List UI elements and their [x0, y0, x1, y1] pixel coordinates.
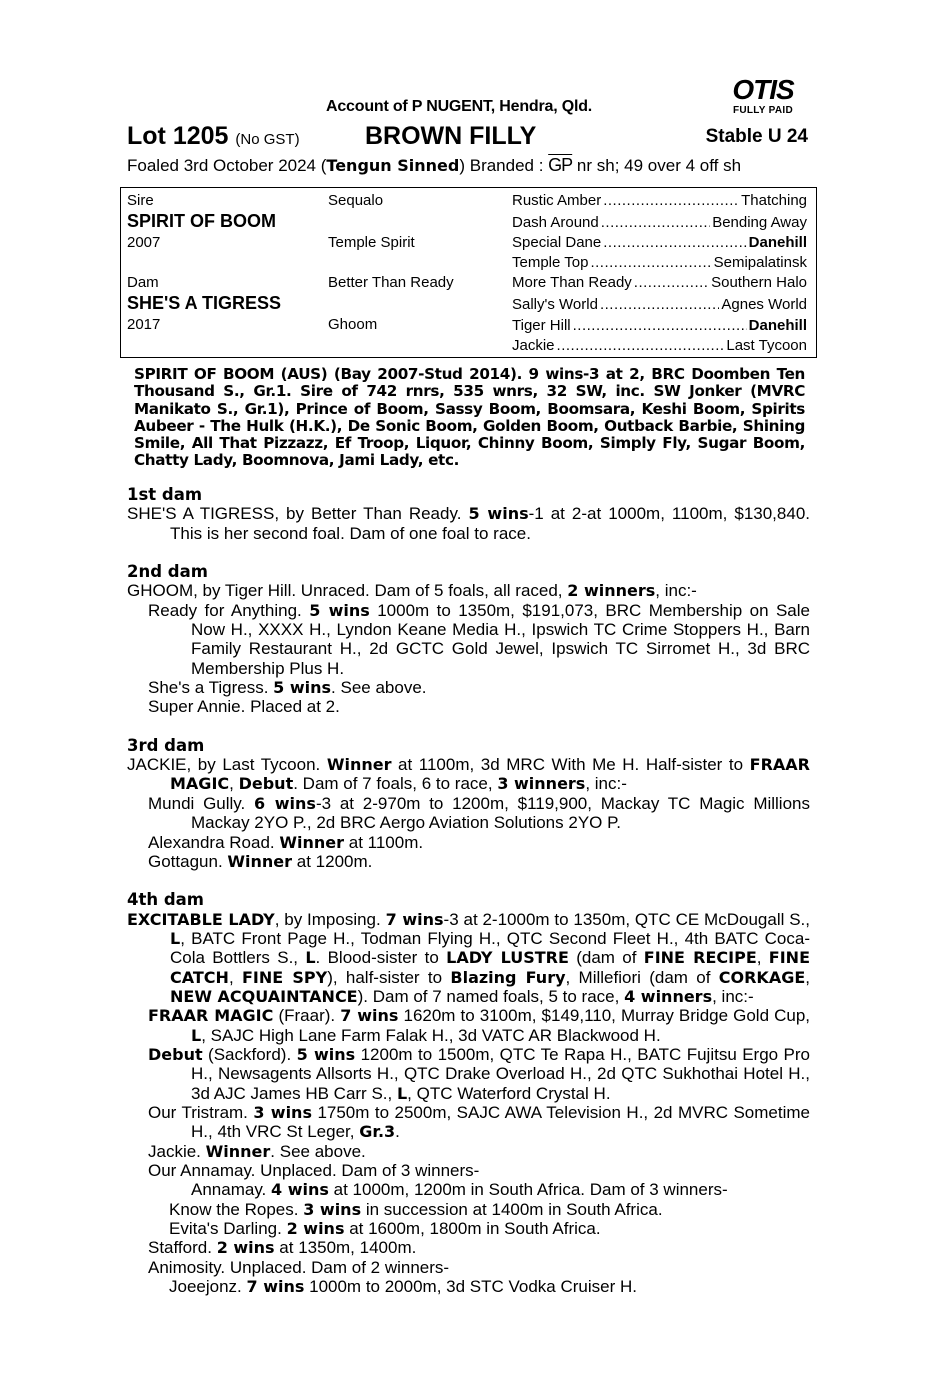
foaled-date: Foaled 3rd October 2024 ( — [127, 156, 327, 175]
otis-logo — [722, 76, 804, 116]
great-grand-progeny-entry: Evita's Darling. 2 wins at 1600m, 1800m in South Africa. — [169, 1219, 601, 1239]
dam-name: SHE'S A TIGRESS — [127, 293, 281, 313]
ancestor-left: Temple Top — [512, 254, 589, 271]
pedigree-row — [512, 317, 807, 334]
logo-mark: OTIS — [732, 74, 794, 105]
progeny-entry: Mundi Gully. 6 wins-3 at 2-970m to 1200m, $119,900, Mackay TC Magic Millions Mackay 2YO P., 2d BRC Aergo Aviation Solutions 2YO P. — [148, 793, 810, 833]
progeny-entry: Debut (Sackford). 5 wins 1200m to 1500m, QTC Te Rapa H., BATC Fujitsu Ergo Pro H., Newsagents Allsorts H., QTC Drake Overload H., 2d QTC Sukhothai Hotel H., 3d AJC James HB Carr S., L, QTC Waterford Crystal H. — [148, 1044, 810, 1103]
fourth-dam-text: EXCITABLE LADY, by Imposing. 7 wins-3 at 2-1000m to 1350m, QTC CE McDougall S., L, BATC Front Page H., Todman Flying H., QTC Second Fleet H., 4th BATC Coca-Cola Bottlers S., L. Blood-sister to LADY LUSTRE (dam of FINE RECIPE, FINE CATCH, FINE SPY), half-sister to Blazing Fury, Millefiori (dam of CORKAGE, NEW ACQUAINTANCE). Dam of 7 named foals, 5 to race, 4 winners, inc:- — [127, 909, 810, 1006]
third-dam-heading: 3rd dam — [127, 735, 205, 755]
pedigree-row — [512, 234, 807, 251]
ancestor-left: Special Dane — [512, 234, 602, 251]
fourth-dam-heading: 4th dam — [127, 890, 204, 910]
foaled-sire: Tengun Sinned — [326, 156, 460, 175]
sire-label: Sire — [127, 192, 154, 209]
sire-year: 2007 — [127, 234, 161, 251]
lot-label: Lot 1205 — [127, 122, 229, 150]
stable-location: Stable U 24 — [705, 126, 808, 147]
third-dam-text: JACKIE, by Last Tycoon. Winner at 1100m, 3d MRC With Me H. Half-sister to FRAAR MAGIC, Debut. Dam of 7 foals, 6 to race, 3 winners, inc:- — [127, 755, 810, 794]
brand-icon: $\overline{GP}$ — [548, 155, 573, 175]
pedigree-row — [512, 254, 807, 271]
lot-line — [127, 122, 808, 152]
dam-label: Dam — [127, 274, 159, 291]
ancestor-right: Danehill — [748, 317, 807, 334]
ancestor-left: Jackie — [512, 337, 555, 354]
progeny-entry: Our Tristram. 3 wins 1750m to 2500m, SAJC AWA Television H., 2d MVRC Sometime H., 4th VRC St Leger, Gr.3. — [148, 1102, 810, 1142]
great-grand-progeny-entry: Know the Ropes. 3 wins in succession at 1400m in South Africa. — [169, 1199, 663, 1219]
sire-dam: Temple Spirit — [328, 234, 415, 251]
horse-description: BROWN FILLY — [365, 122, 537, 150]
logo-subtitle: FULLY PAID — [732, 105, 794, 116]
ancestor-right: Last Tycoon — [726, 337, 807, 354]
grand-progeny-entry: Animosity. Unplaced. Dam of 2 winners- — [148, 1257, 450, 1277]
progeny-entry: Jackie. Winner. See above. — [148, 1141, 366, 1161]
progeny-entry: Our Annamay. Unplaced. Dam of 3 winners- — [148, 1161, 480, 1180]
grand-progeny-entry: Annamay. 4 wins at 1000m, 1200m in South Africa. Dam of 3 winners- — [191, 1180, 728, 1200]
dam-year: 2017 — [127, 316, 161, 333]
ancestor-left: Sally's World — [512, 296, 598, 313]
second-dam-text: GHOOM, by Tiger Hill. Unraced. Dam of 5 foals, all raced, 2 winners, inc:- — [127, 581, 697, 601]
foaled-line — [127, 155, 741, 176]
vendor-account: Account of P NUGENT, Hendra, Qld. — [326, 98, 593, 115]
brand-details: nr sh; 49 over 4 off sh — [572, 156, 742, 175]
ancestor-right: Danehill — [748, 234, 807, 251]
pedigree-row — [512, 192, 807, 209]
first-dam-text: SHE'S A TIGRESS, by Better Than Ready. 5 wins-1 at 2-at 1000m, 1100m, $130,840. This is her second foal. Dam of one foal to race. — [127, 504, 810, 543]
ancestor-left: More Than Ready — [512, 274, 632, 291]
pedigree-row — [512, 296, 807, 313]
pedigree-row — [512, 274, 807, 291]
branded-label: ) Branded : — [459, 156, 549, 175]
gst-note: (No GST) — [235, 131, 300, 148]
sire-summary: SPIRIT OF BOOM (AUS) (Bay 2007-Stud 2014). 9 wins-3 at 2, BRC Doomben Ten Thousand S., Gr.1. Sire of 742 rnrs, 535 wnrs, 32 SW, inc. SW Jonker (MVRC Manikato S., Gr.1), Prince of Boom, Sassy Boom, Boomsara, Keshi Boom, Spirits Aubeer - The Hulk (H.K.), De Sonic Boom, Golden Boom, Outback Barbie, Shining Smile, All That Pizzazz, Ef Troop, Liquor, Chinny Boom, Simply Fly, Sugar Boom, Chatty Lady, Boomnova, Jami Lady, etc. — [134, 365, 805, 470]
dam-dam: Ghoom — [328, 316, 378, 333]
first-dam-heading: 1st dam — [127, 485, 203, 504]
progeny-entry: She's a Tigress. 5 wins. See above. — [148, 678, 427, 698]
dam-details — [127, 485, 810, 1296]
pedigree-row — [512, 214, 807, 231]
pedigree-row — [512, 337, 807, 354]
grand-progeny-entry: Stafford. 2 wins at 1350m, 1400m. — [148, 1238, 417, 1258]
lot-number — [127, 122, 300, 151]
ancestor-left: Rustic Amber — [512, 192, 602, 209]
great-grand-progeny-entry: Joeejonz. 7 wins 1000m to 2000m, 3d STC Vodka Cruiser H. — [169, 1277, 637, 1297]
ancestor-left: Tiger Hill — [512, 317, 571, 334]
progeny-entry: FRAAR MAGIC (Fraar). 7 wins 1620m to 3100m, $149,110, Murray Bridge Gold Cup, L, SAJC High Lane Farm Falak H., 3d VATC AR Blackwood H. — [148, 1006, 811, 1045]
sire-sire: Sequalo — [328, 192, 384, 209]
ancestor-right: Thatching — [741, 192, 807, 209]
ancestor-left: Dash Around — [512, 214, 599, 231]
progeny-entry: Gottagun. Winner at 1200m. — [148, 851, 373, 871]
ancestor-right: Southern Halo — [711, 274, 807, 291]
ancestor-right: Semipalatinsk — [713, 254, 807, 271]
ancestor-right: Agnes World — [721, 296, 807, 313]
progeny-entry: Ready for Anything. 5 wins 1000m to 1350m, $191,073, BRC Membership on Sale Now H., XXXX H., Lyndon Keane Media H., Ipswich TC Crime Stoppers H., Barn Family Restaurant H., 2d GCTC Gold Jewel, Ipswich TC Sirromet H., 3d BRC Membership Plus H. — [148, 600, 810, 678]
progeny-entry: Alexandra Road. Winner at 1100m. — [148, 832, 424, 852]
progeny-entry: Super Annie. Placed at 2. — [148, 697, 340, 717]
pedigree-table — [120, 187, 817, 358]
sire-name: SPIRIT OF BOOM — [127, 211, 277, 231]
second-dam-heading: 2nd dam — [127, 562, 208, 582]
dam-sire: Better Than Ready — [328, 274, 454, 291]
ancestor-right: Bending Away — [712, 214, 807, 231]
